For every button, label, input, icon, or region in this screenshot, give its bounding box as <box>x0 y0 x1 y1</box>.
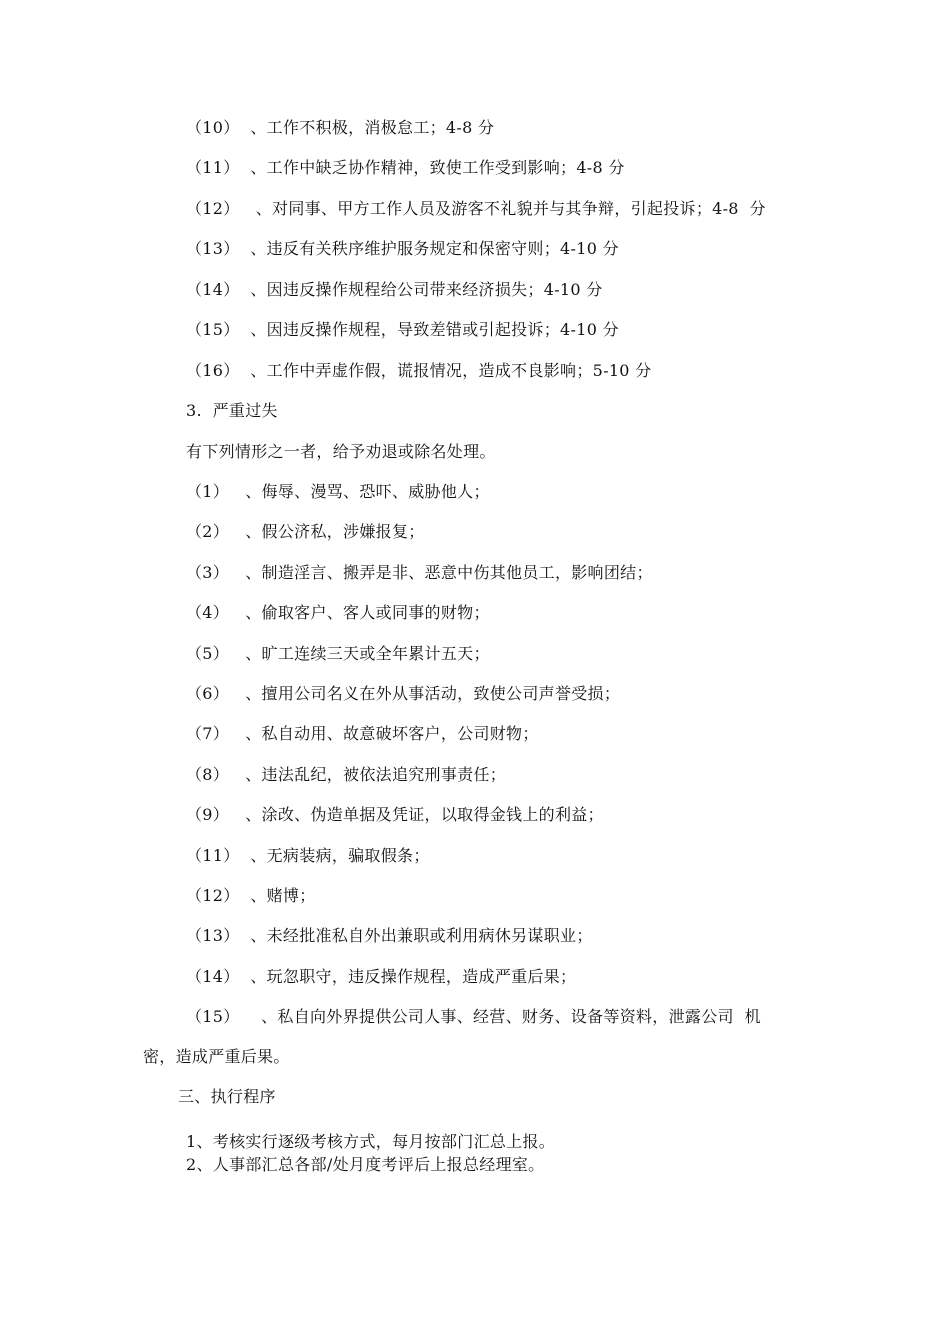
section-heading-serious: 3. 严重过失 <box>186 401 278 420</box>
item-12-serious: （12） 、赌博； <box>186 886 316 905</box>
item-13-minor: （13） 、违反有关秩序维护服务规定和保密守则；4-10 分 <box>186 239 619 258</box>
item-5-serious: （5） 、旷工连续三天或全年累计五天； <box>186 644 490 663</box>
item-11-serious: （11） 、无病装病，骗取假条； <box>186 846 430 865</box>
item-15-serious-continued: 密，造成严重后果。 <box>143 1047 290 1066</box>
item-12-minor: （12） 、对同事、甲方工作人员及游客不礼貌并与其争辩，引起投诉；4-8 分 <box>186 199 766 218</box>
item-16-minor: （16） 、工作中弄虚作假，谎报情况，造成不良影响；5-10 分 <box>186 361 652 380</box>
item-7-serious: （7） 、私自动用、故意破坏客户，公司财物； <box>186 724 539 743</box>
section-intro: 有下列情形之一者，给予劝退或除名处理。 <box>186 442 496 461</box>
item-8-serious: （8） 、违法乱纪，被依法追究刑事责任； <box>186 765 507 784</box>
item-10-minor: （10） 、工作不积极，消极怠工；4-8 分 <box>186 118 495 137</box>
item-14-serious: （14） 、玩忽职守，违反操作规程，造成严重后果； <box>186 967 577 986</box>
item-1-serious: （1） 、侮辱、漫骂、恐吓、威胁他人； <box>186 482 490 501</box>
item-11-minor: （11） 、工作中缺乏协作精神，致使工作受到影响；4-8 分 <box>186 158 625 177</box>
item-3-serious: （3） 、制造淫言、搬弄是非、恶意中伤其他员工，影响团结； <box>186 563 653 582</box>
item-15-serious: （15） 、私自向外界提供公司人事、经营、财务、设备等资料，泄露公司 机 <box>186 1007 761 1026</box>
procedure-step-1: 1、考核实行逐级考核方式，每月按部门汇总上报。 <box>186 1132 556 1151</box>
procedure-step-2: 2、人事部汇总各部/处月度考评后上报总经理室。 <box>186 1155 545 1174</box>
item-9-serious: （9） 、涂改、伪造单据及凭证，以取得金钱上的利益； <box>186 805 604 824</box>
item-14-minor: （14） 、因违反操作规程给公司带来经济损失；4-10 分 <box>186 280 603 299</box>
item-2-serious: （2） 、假公济私，涉嫌报复； <box>186 522 425 541</box>
item-13-serious: （13） 、未经批准私自外出兼职或利用病休另谋职业； <box>186 926 593 945</box>
section-heading-procedure: 三、执行程序 <box>178 1087 276 1106</box>
item-6-serious: （6） 、擅用公司名义在外从事活动，致使公司声誉受损； <box>186 684 621 703</box>
item-15-minor: （15） 、因违反操作规程，导致差错或引起投诉；4-10 分 <box>186 320 619 339</box>
item-4-serious: （4） 、偷取客户、客人或同事的财物； <box>186 603 490 622</box>
